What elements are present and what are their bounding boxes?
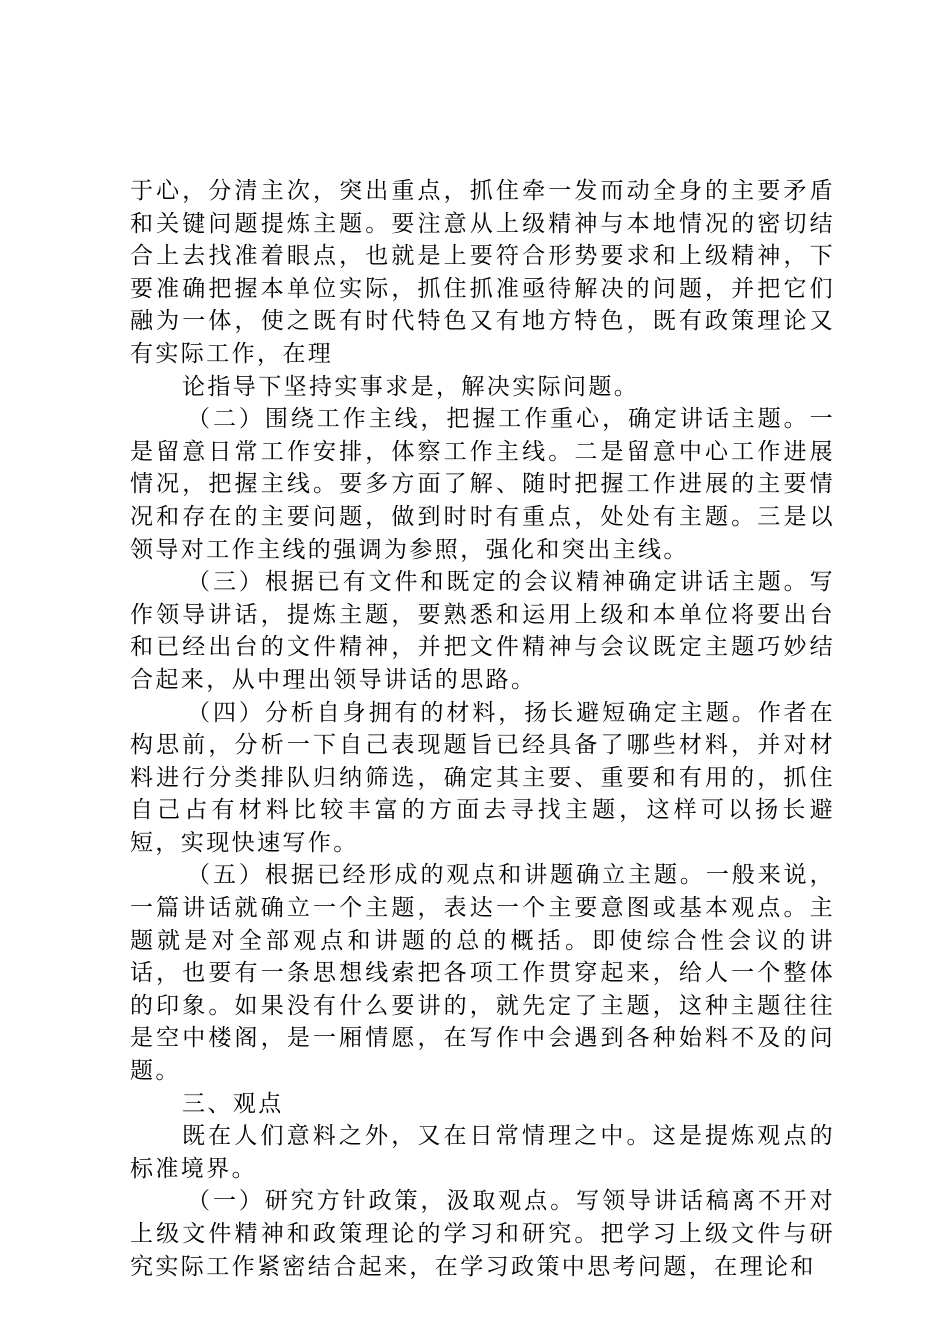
paragraph-section-5: （五）根据已经形成的观点和讲题确立主题。一般来说，一篇讲话就确立一个主题，表达一个主要意图或基本观点。主题就是对全部观点和讲题的总的概括。即使综合性会议的讲话，也要有一条思想线索把各项工作贯穿起来，给人一个整体的印象。如果没有什么要讲的，就先定了主题，这种主题往往是空中楼阁，是一厢情愿，在写作中会遇到各种始料不及的问题。 — [130, 862, 835, 1085]
paragraph-section-4: （四）分析自身拥有的材料，扬长避短确定主题。作者在构思前，分析一下自己表现题旨已经具备了哪些材料，并对材料进行分类排队归纳筛选，确定其主要、重要和有用的，抓住自己占有材料比较丰富的方面去寻找主题，这样可以扬长避短，实现快速写作。 — [130, 699, 835, 856]
document-body — [130, 175, 835, 1283]
paragraph-continuation-line: 论指导下坚持实事求是，解决实际问题。 — [182, 373, 640, 400]
paragraph-section-3: （三）根据已有文件和既定的会议精神确定讲话主题。写作领导讲话，提炼主题，要熟悉和运用上级和本单位将要出台和已经出台的文件精神，并把文件精神与会议既定主题巧妙结合起来，从中理出领导讲话的思路。 — [130, 569, 835, 693]
heading-viewpoints: 三、观点 — [182, 1090, 284, 1117]
paragraph-section-2: （二）围绕工作主线，把握工作重心，确定讲话主题。一是留意日常工作安排，体察工作主线。二是留意中心工作进展情况，把握主线。要多方面了解、随时把握工作进展的主要情况和存在的主要问题，做到时时有重点，处处有主题。三是以领导对工作主线的强调为参照，强化和突出主线。 — [130, 406, 835, 563]
paragraph-viewpoints-intro: 既在人们意料之外，又在日常情理之中。这是提炼观点的标准境界。 — [130, 1123, 835, 1182]
paragraph-viewpoints-1: （一）研究方针政策，汲取观点。写领导讲话稿离不开对上级文件精神和政策理论的学习和研究。把学习上级文件与研究实际工作紧密结合起来，在学习政策中思考问题，在理论和 — [130, 1188, 835, 1280]
paragraph-continuation: 于心，分清主次，突出重点，抓住牵一发而动全身的主要矛盾和关键问题提炼主题。要注意从上级精神与本地情况的密切结合上去找准着眼点，也就是上要符合形势要求和上级精神，下要准确把握本单位实际，抓住抓准亟待解决的问题，并把它们融为一体，使之既有时代特色又有地方特色，既有政策理论又有实际工作，在理 — [130, 178, 835, 367]
